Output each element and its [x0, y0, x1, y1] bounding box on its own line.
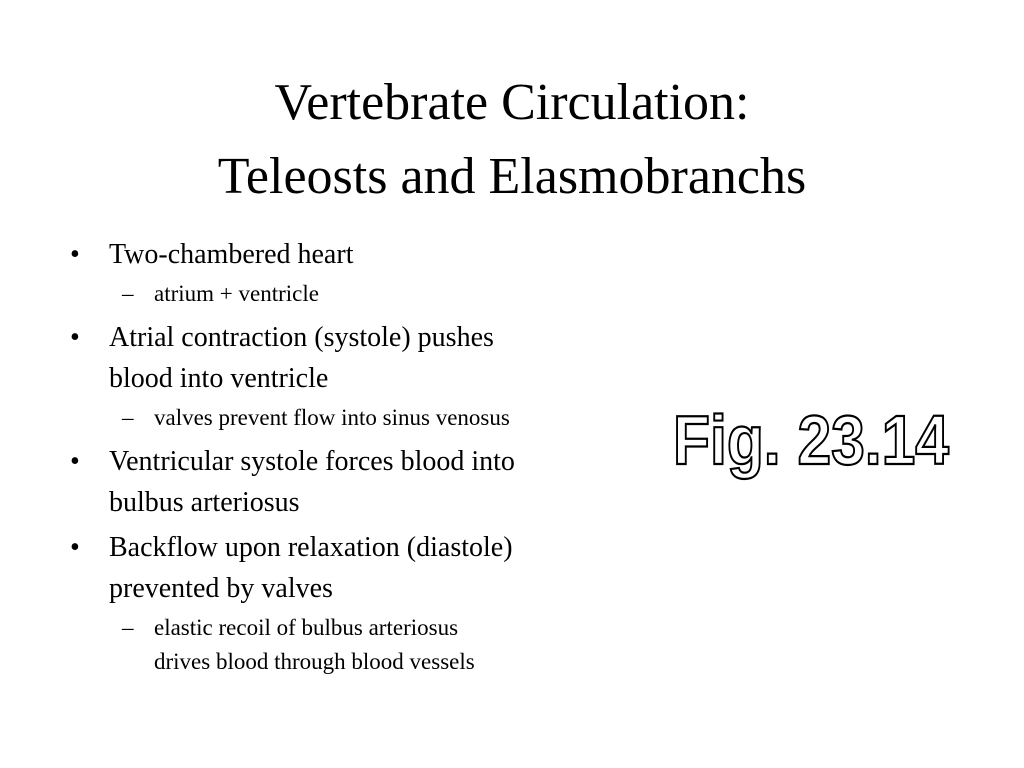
bullet-marker: • [70, 446, 80, 477]
figure-reference [668, 396, 958, 486]
bullet-text [109, 441, 630, 523]
sub-bullet-item [70, 611, 630, 679]
bullet-marker: • [70, 532, 80, 563]
sub-bullet-line: valves prevent flow into sinus venosus [154, 405, 510, 430]
sub-bullet-item [70, 277, 630, 311]
bullet-line: prevented by valves [109, 573, 333, 604]
bullet-line: Atrial contraction (systole) pushes [109, 322, 494, 353]
bullet-item [70, 441, 630, 523]
sub-bullet-text [154, 277, 630, 311]
sub-bullet-line: drives blood through blood vessels [154, 649, 475, 674]
bullet-marker: • [70, 322, 80, 353]
bullet-item [70, 527, 630, 609]
bullet-line: bulbus arteriosus [109, 487, 300, 518]
figure-reference-text: Fig. 23.14 [673, 401, 950, 479]
slide-title [0, 66, 1024, 214]
sub-bullet-marker: – [122, 615, 134, 640]
bullet-line: Two-chambered heart [109, 239, 354, 270]
bullet-marker: • [70, 239, 80, 270]
bullet-text [109, 527, 630, 609]
bullet-line: blood into ventricle [109, 363, 329, 394]
bullet-text [109, 317, 630, 399]
sub-bullet-item [70, 401, 630, 435]
bullet-item [70, 317, 630, 399]
sub-bullet-marker: – [122, 281, 134, 306]
sub-bullet-line: atrium + ventricle [154, 281, 319, 306]
sub-bullet-text [154, 401, 630, 435]
bullet-line: Backflow upon relaxation (diastole) [109, 532, 513, 563]
bullet-list [70, 230, 630, 685]
sub-bullet-line: elastic recoil of bulbus arteriosus [154, 615, 459, 640]
bullet-text [109, 234, 630, 275]
slide-title-line-1: Vertebrate Circulation: [274, 74, 750, 131]
bullet-line: Ventricular systole forces blood into [109, 446, 515, 477]
figure-reference-graphic [668, 396, 958, 486]
sub-bullet-marker: – [122, 405, 134, 430]
bullet-item [70, 234, 630, 275]
slide-title-line-2: Teleosts and Elasmobranchs [217, 148, 807, 205]
sub-bullet-text [154, 611, 630, 679]
